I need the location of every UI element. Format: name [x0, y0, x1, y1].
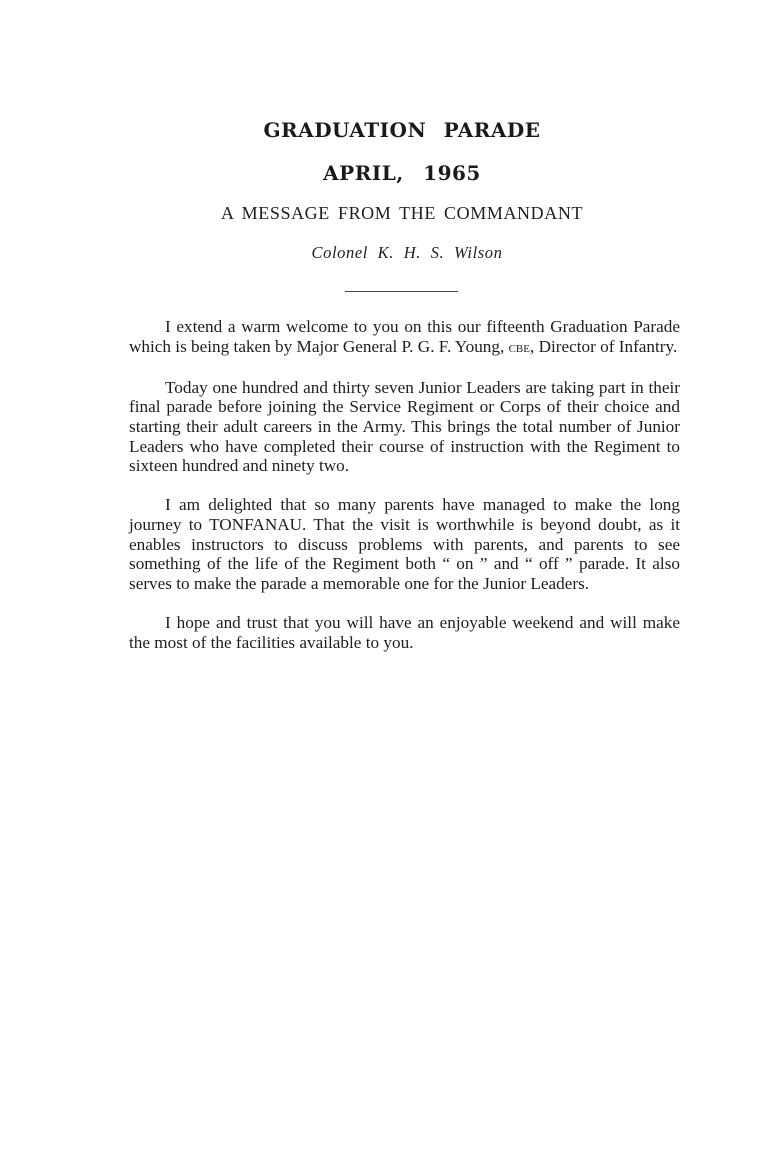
page-title: GRADUATION PARADE	[263, 118, 541, 142]
paragraph-1-text: I extend a warm welcome to you on this our fifteenth Graduation Parade which is being taken by Major General P. G. F. Young,	[129, 317, 680, 356]
page-date: APRIL, 1965	[323, 161, 481, 185]
divider	[345, 291, 458, 292]
paragraph-1	[129, 317, 680, 358]
honour-abbreviation: cbe	[508, 339, 530, 356]
author-name: Colonel K. H. S. Wilson	[311, 243, 503, 262]
page-subtitle: A MESSAGE FROM THE COMMANDANT	[220, 203, 584, 223]
paragraph-1-text-end: , Director of Infantry.	[530, 336, 678, 356]
paragraph-3: I am delighted that so many parents have managed to make the long journey to TONFANAU. That the visit is worthwhile is beyond doubt, as it enables instructors to discuss problems with parents, and parents to see something of the life of the Regiment both “ on ” and “ off ” parade. It also serves to make the parade a memorable one for the Junior Leaders.	[129, 495, 680, 593]
paragraph-4: I hope and trust that you will have an enjoyable weekend and will make the most of the facilities available to you.	[129, 612, 680, 652]
paragraph-2: Today one hundred and thirty seven Junior Leaders are taking part in their final parade before joining the Service Regiment or Corps of their choice and starting their adult careers in the Army. This brings the total number of Junior Leaders who have completed their course of instruction with the Regiment to sixteen hundred and ninety two.	[129, 377, 680, 476]
message-body	[129, 317, 680, 672]
